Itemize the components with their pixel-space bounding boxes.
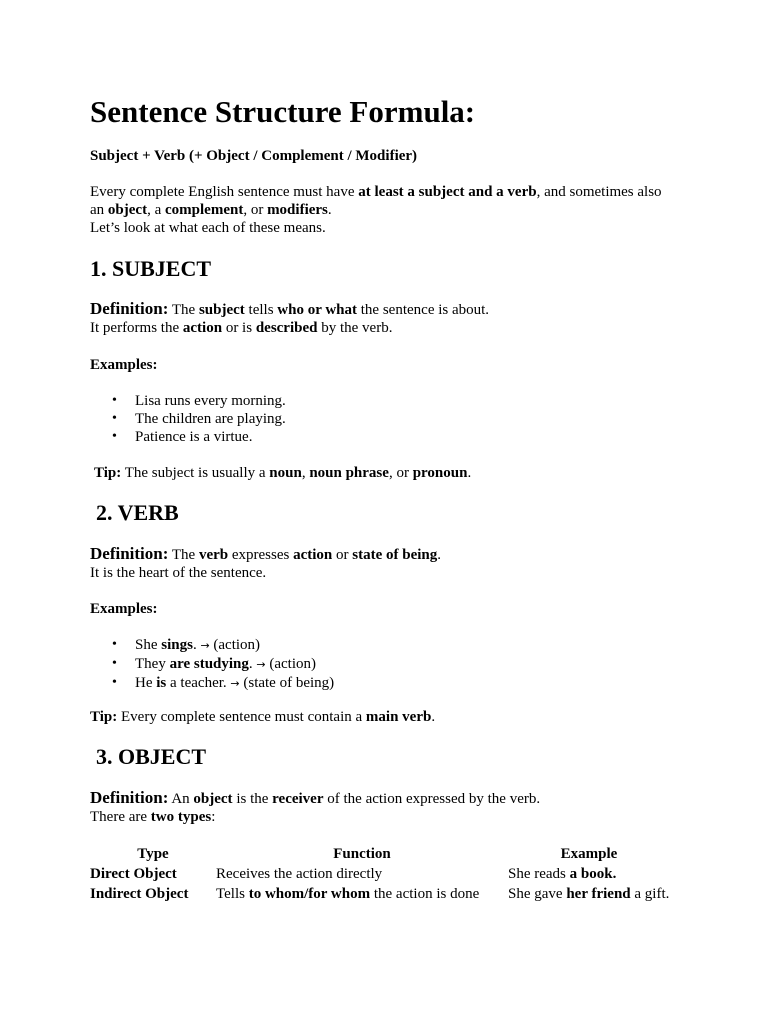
object-heading: 3. OBJECT [96,744,207,769]
page-title: Sentence Structure Formula: [90,94,476,129]
table-cell: Indirect Object [90,886,189,902]
subject-definition: Definition: The subject tells who or what the sentence is about. It performs the action or is described by the verb. [90,299,490,336]
table-header-function: Function [333,846,391,862]
table-row [90,866,670,886]
list-item: • He is a teacher. → (state of being) [112,675,335,691]
table-header-row [90,846,670,866]
verb-definition: Definition: The verb expresses action or state of being. It is the heart of the sentence. [90,544,442,581]
table-cell: She reads a book. [508,866,617,882]
subject-examples-list [90,392,286,446]
list-item: • The children are playing. [112,411,286,427]
object-types-table [90,846,670,906]
table-cell: Receives the action directly [216,866,383,882]
table-header-example: Example [560,846,618,862]
table-cell: Direct Object [90,866,177,882]
list-item: • They are studying. → (action) [112,656,317,672]
table-cell: Tells to whom/for whom the action is done [216,886,480,902]
table-header-type: Type [137,846,169,862]
subject-tip: Tip: The subject is usually a noun, noun phrase, or pronoun. [94,465,472,481]
verb-examples-label: Examples: [90,601,158,617]
object-definition: Definition: An object is the receiver of the action expressed by the verb. There are two types: [90,788,541,825]
subject-heading: 1. SUBJECT [90,256,212,281]
verb-tip: Tip: Every complete sentence must contain a main verb. [90,709,436,725]
intro-paragraph: Every complete English sentence must have at least a subject and a verb, and sometimes also an object, a complement, or modifiers. Let’s look at what each of these means. [90,184,662,236]
arrow-icon: → [200,639,210,652]
list-item: • Patience is a virtue. [112,429,253,445]
table-cell: She gave her friend a gift. [508,886,670,902]
formula-line: Subject + Verb (+ Object / Complement / Modifier) [90,148,418,164]
subject-examples-label: Examples: [90,357,158,373]
table-row [90,886,670,906]
verb-examples-list [90,636,334,693]
list-item: • She sings. → (action) [112,637,261,653]
verb-heading: 2. VERB [96,500,179,525]
list-item: • Lisa runs every morning. [112,393,286,409]
arrow-icon: → [230,677,240,690]
arrow-icon: → [256,658,266,671]
